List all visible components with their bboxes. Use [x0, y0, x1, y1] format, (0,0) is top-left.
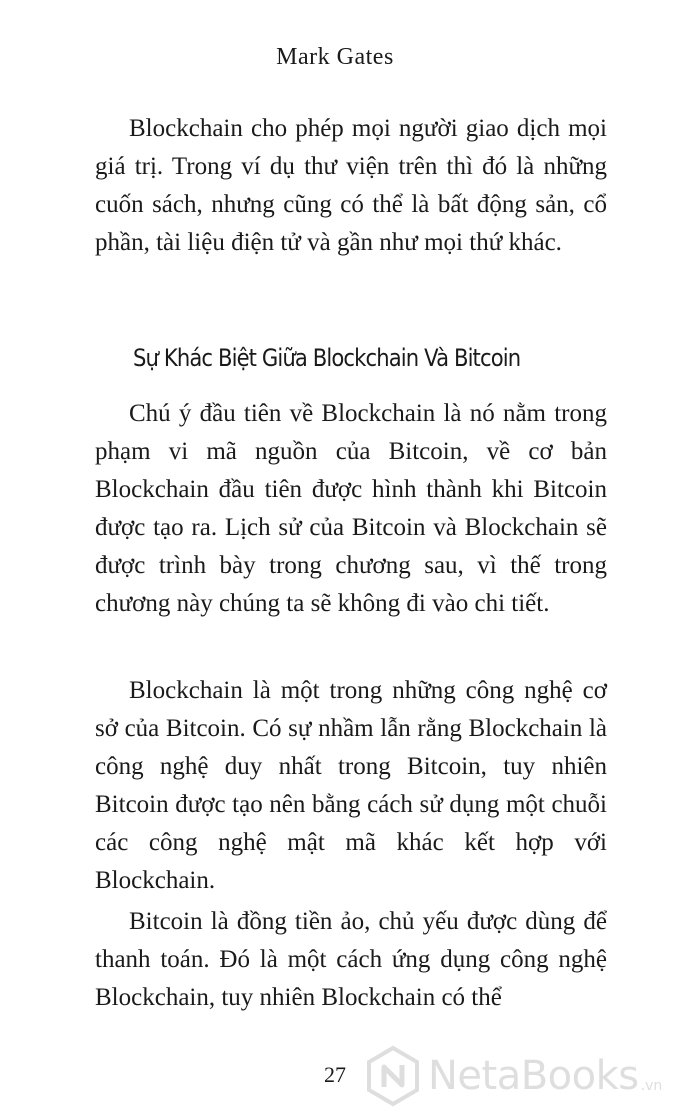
- running-head: Mark Gates: [276, 44, 394, 70]
- page-number: 27: [324, 1062, 346, 1087]
- watermark-suffix: .vn: [640, 1078, 663, 1094]
- watermark-text: NetaBooks: [428, 1053, 639, 1099]
- watermark: [362, 1040, 698, 1112]
- section-heading: Sự Khác Biệt Giữa Blockchain Và Bitcoin: [133, 344, 521, 372]
- paragraph-2: Blockchain là một trong những công nghệ cơ sở của Bitcoin. Có sự nhầm lẫn rằng Blockchain là công nghệ duy nhất trong Bitcoin, tuy nhiên Bitcoin được tạo nên bằng cách sử dụng một chuỗi các công nghệ mật mã khác kết hợp với Blockchain.: [95, 677, 607, 894]
- paragraph-intro: Blockchain cho phép mọi người giao dịch mọi giá trị. Trong ví dụ thư viện trên thì đó là những cuốn sách, nhưng cũng có thể là bất động sản, cổ phần, tài liệu điện tử và gần như mọi thứ khác.: [95, 115, 607, 256]
- netabooks-logo-icon: [362, 1045, 424, 1107]
- paragraph-3: Bitcoin là đồng tiền ảo, chủ yếu được dùng để thanh toán. Đó là một cách ứng dụng công nghệ Blockchain, tuy nhiên Blockchain có thể: [95, 908, 607, 1011]
- paragraph-1: Chú ý đầu tiên về Blockchain là nó nằm trong phạm vi mã nguồn của Bitcoin, về cơ bản Blockchain đầu tiên được hình thành khi Bitcoin được tạo ra. Lịch sử của Bitcoin và Blockchain sẽ được trình bày trong chương sau, vì thế trong chương này chúng ta sẽ không đi vào chi tiết.: [95, 400, 607, 617]
